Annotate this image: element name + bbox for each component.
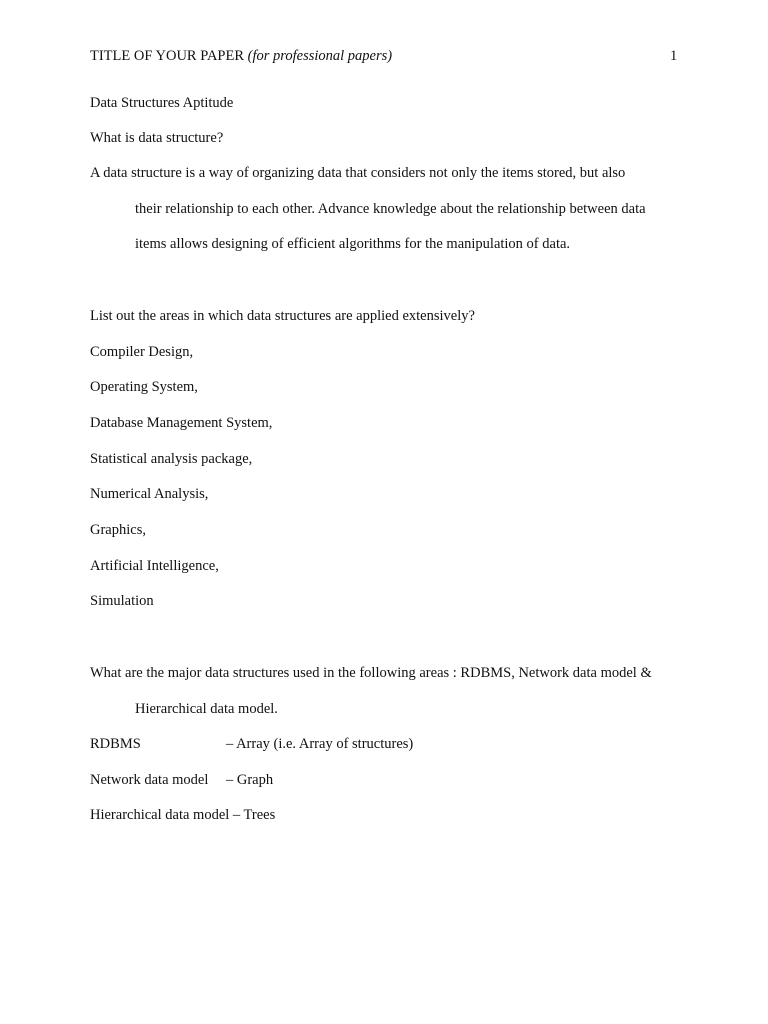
question-major-structures-line-1: What are the major data structures used in the following areas : RDBMS, Network data model & [90, 665, 652, 681]
question-what-is-data-structure: What is data structure? [90, 130, 224, 146]
structure-type: – Trees [232, 807, 276, 823]
question-major-structures-line-2: Hierarchical data model. [135, 701, 278, 717]
page-number: 1 [670, 48, 678, 64]
answer-line-2: their relationship to each other. Advance knowledge about the relationship between data [135, 201, 646, 217]
structure-area: Network data model [90, 772, 209, 788]
structure-type: – Array (i.e. Array of structures) [226, 736, 414, 752]
document-title: Data Structures Aptitude [90, 95, 234, 111]
question-application-areas: List out the areas in which data structures are applied extensively? [90, 308, 475, 324]
structure-area: Hierarchical data model [90, 807, 230, 823]
running-head-note: (for professional papers) [247, 48, 393, 64]
answer-line-1: A data structure is a way of organizing data that considers not only the items stored, but also [90, 165, 626, 181]
running-head [90, 47, 392, 65]
list-item: Compiler Design, [90, 344, 194, 360]
structure-row [90, 806, 275, 824]
list-item: Graphics, [90, 522, 146, 538]
list-item: Simulation [90, 593, 154, 609]
structure-type: – Graph [226, 772, 274, 788]
structure-area: RDBMS [90, 736, 141, 752]
list-item: Artificial Intelligence, [90, 558, 219, 574]
answer-line-3: items allows designing of efficient algorithms for the manipulation of data. [135, 236, 571, 252]
list-item: Numerical Analysis, [90, 486, 209, 502]
list-item: Database Management System, [90, 415, 273, 431]
running-head-title: TITLE OF YOUR PAPER [90, 48, 245, 64]
list-item: Operating System, [90, 379, 198, 395]
list-item: Statistical analysis package, [90, 451, 253, 467]
